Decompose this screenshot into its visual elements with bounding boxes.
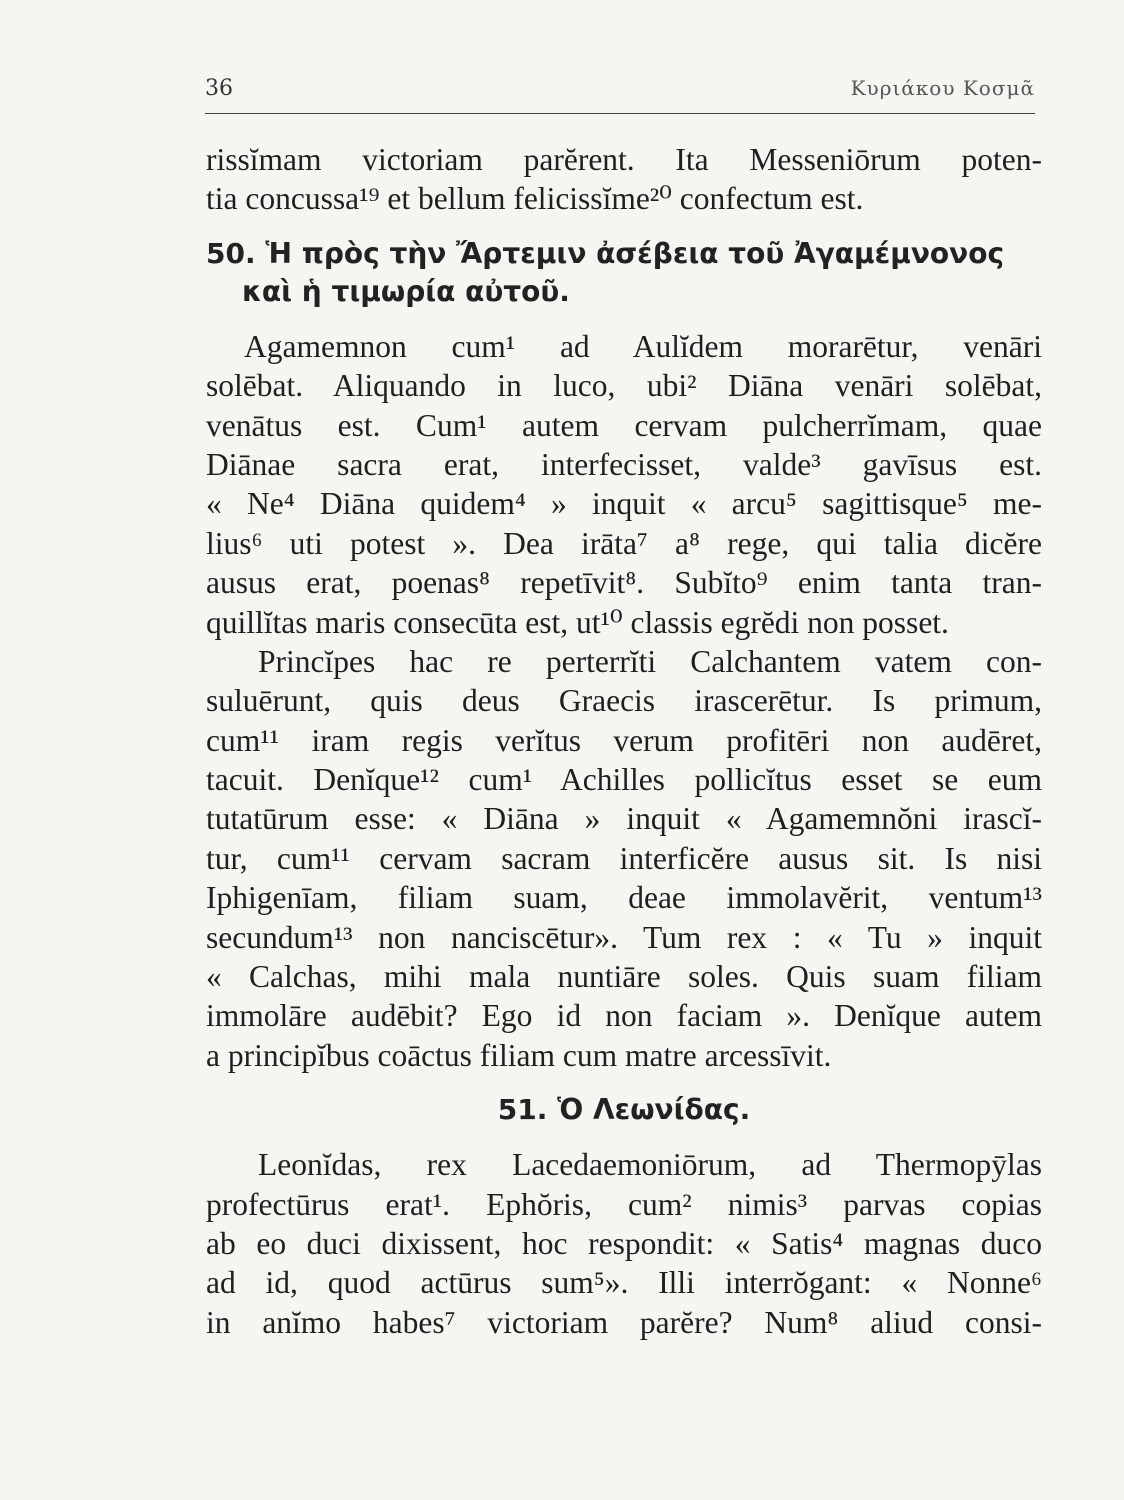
running-title: Κυριάκου Κοσμᾶ (850, 76, 1035, 100)
text-line: tutatūrum esse: « Diāna » inquit « Agamemnŏni irascĭ- (206, 801, 1042, 837)
text-line: venātus est. Cum¹ autem cervam pulcherrĭmam, quae (206, 407, 1042, 443)
text-line: secundum¹³ non nanciscētur». Tum rex : « Tu » inquit (206, 919, 1042, 955)
text-line: Princĭpes hac re perterrĭti Calchantem vatem con- (258, 643, 1042, 679)
text-line: ad id, quod actūrus sum⁵». Illi interrŏgant: « Nonne⁶ (206, 1265, 1042, 1301)
text-line: lius⁶ uti potest ». Dea irāta⁷ a⁸ rege, qui talia dicĕre (206, 525, 1042, 561)
section-51-heading: 51. Ὁ Λεωνίδας. (497, 1093, 751, 1127)
spacer (206, 219, 1042, 235)
text-line: profectūrus erat¹. Ephŏris, cum² nimis³ parvas copias (206, 1186, 1042, 1222)
page-header (205, 76, 1035, 108)
text-line: cum¹¹ iram regis verĭtus verum profitēri non audēret, (206, 722, 1042, 758)
text-line: immolāre audēbit? Ego id non faciam ». Denĭque autem (206, 998, 1042, 1034)
text-line: a principĭbus coāctus filiam cum matre arcessīvit. (206, 1037, 832, 1073)
page-number: 36 (205, 76, 233, 101)
text-line: quillĭtas maris consecūta est, ut¹⁰ classis egrĕdi non posset. (206, 604, 949, 640)
text-line: Leonĭdas, rex Lacedaemoniōrum, ad Thermopȳlas (258, 1147, 1042, 1183)
section-50-heading-line-2: καὶ ἡ τιμωρία αὐτοῦ. (242, 274, 570, 308)
text-line: in anĭmo habes⁷ victoriam parĕre? Num⁸ aliud consi- (206, 1304, 1042, 1340)
spacer (206, 1075, 1042, 1091)
text-line: ausus erat, poenas⁸ repetīvit⁸. Subĭto⁹ enim tanta tran- (206, 565, 1042, 601)
text-line: suluērunt, quis deus Graecis irascerētur. Is primum, (206, 683, 1042, 719)
text-line: rissĭmam victoriam parĕrent. Ita Messeniōrum poten- (206, 142, 1042, 177)
text-line: ab eo duci dixissent, hoc respondit: « Satis⁴ magnas duco (206, 1225, 1042, 1261)
text-line: Agamemnon cum¹ ad Aulĭdem morarētur, venāri (244, 328, 1042, 364)
spacer (206, 1129, 1042, 1145)
text-line: tacuit. Denĭque¹² cum¹ Achilles pollicĭtus esset se eum (206, 762, 1042, 798)
section-50-heading-line-1: 50. Ἡ πρὸς τὴν Ἄρτεμιν ἀσέβεια τοῦ Ἀγαμέμνονος (206, 236, 1005, 270)
body-text (206, 140, 1042, 1342)
header-rule (205, 113, 1035, 114)
spacer (206, 311, 1042, 327)
text-line: « Ne⁴ Diāna quidem⁴ » inquit « arcu⁵ sagittisque⁵ me- (206, 486, 1042, 522)
text-line: Diānae sacra erat, interfecisset, valde³ gavīsus est. (206, 446, 1042, 482)
text-line: tur, cum¹¹ cervam sacram interficĕre ausus sit. Is nisi (206, 840, 1042, 876)
text-line: tia concussa¹⁹ et bellum felicissĭme²⁰ confectum est. (206, 181, 864, 217)
text-line: Iphigenīam, filiam suam, deae immolavĕrit, ventum¹³ (206, 880, 1042, 916)
text-line: « Calchas, mihi mala nuntiāre soles. Quis suam filiam (206, 959, 1042, 995)
text-line: solēbat. Aliquando in luco, ubi² Diāna venāri solēbat, (206, 368, 1042, 404)
